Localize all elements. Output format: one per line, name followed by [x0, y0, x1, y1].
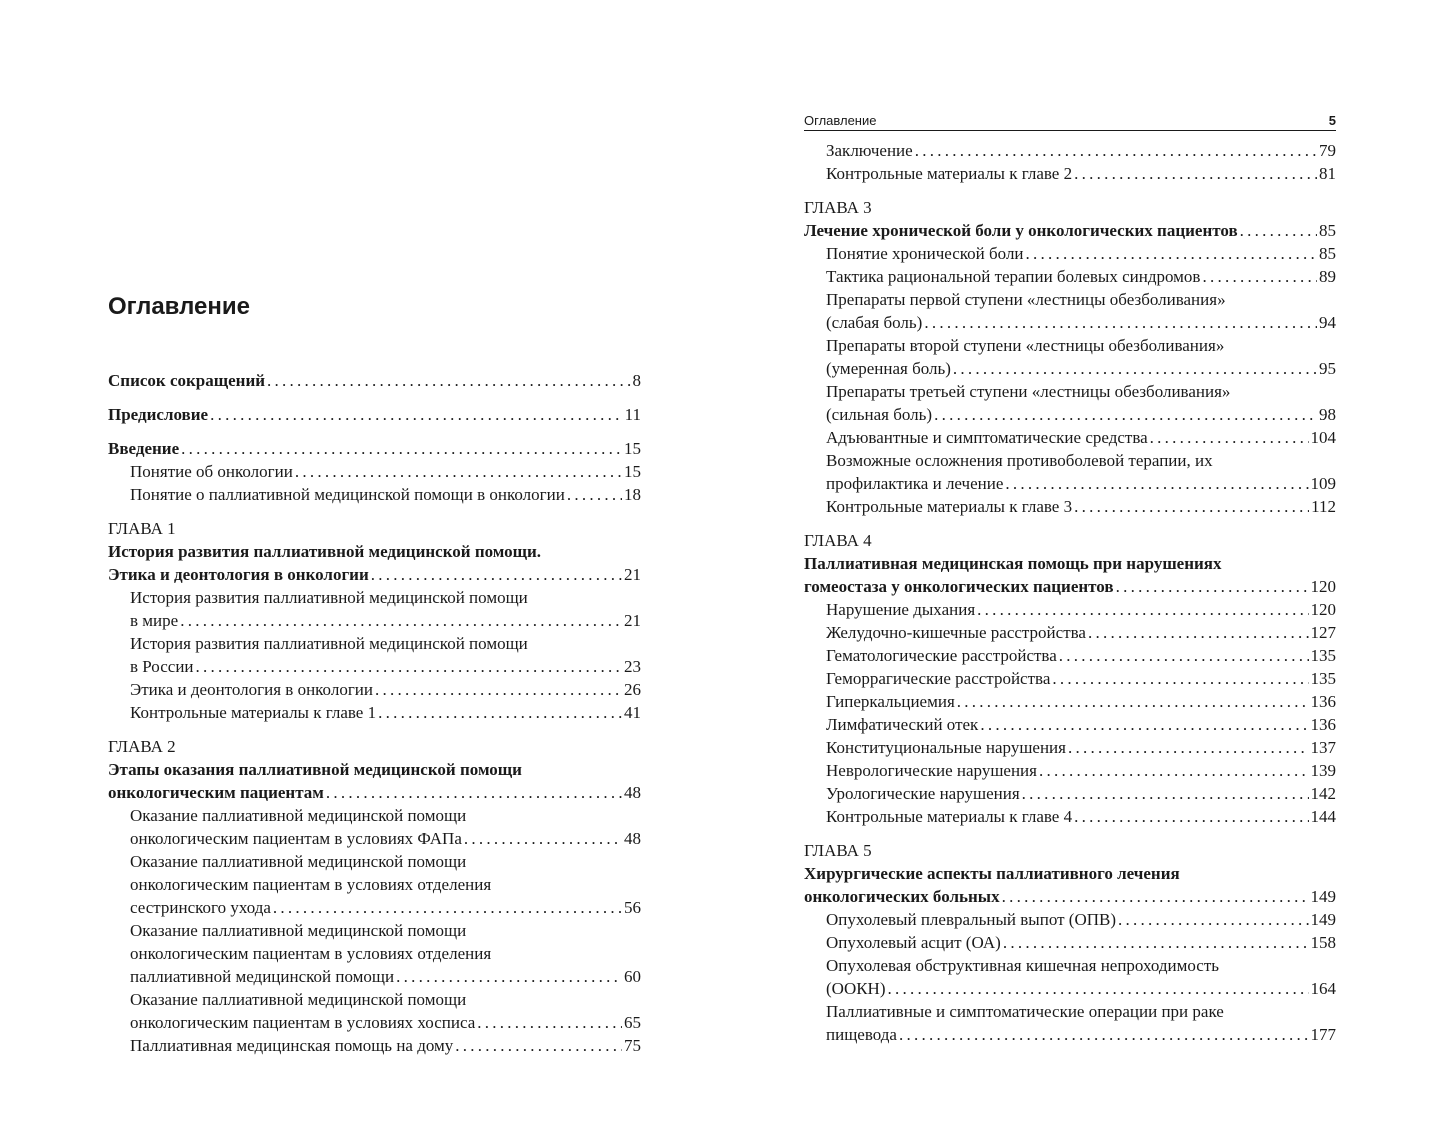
toc-block	[108, 735, 641, 1057]
toc-entry-title: Опухолевый плевральный выпот (ОПВ)	[826, 910, 1116, 929]
toc-entry[interactable]	[804, 449, 1336, 472]
dot-leader	[953, 357, 1317, 380]
toc-entry[interactable]	[804, 219, 1336, 242]
dot-leader	[1002, 885, 1309, 908]
dot-leader	[1240, 219, 1317, 242]
toc-entry-title: Гематологические расстройства	[826, 646, 1057, 665]
toc-entry[interactable]	[804, 908, 1336, 931]
toc-entry[interactable]	[108, 873, 641, 896]
dot-leader	[567, 483, 622, 506]
dot-leader	[980, 713, 1308, 736]
toc-entry-title: Этапы оказания паллиативной медицинской помощи	[108, 760, 522, 779]
toc-entry[interactable]	[804, 403, 1336, 426]
toc-entry[interactable]	[108, 540, 641, 563]
toc-entry-page: 136	[1310, 692, 1336, 711]
toc-entry[interactable]	[804, 288, 1336, 311]
dot-leader	[1118, 908, 1309, 931]
toc-entry-title: паллиативной медицинской помощи	[130, 967, 395, 986]
toc-entry[interactable]	[804, 736, 1336, 759]
toc-entry-page: 120	[1310, 600, 1336, 619]
toc-block	[108, 403, 641, 426]
toc-entry-page: 98	[1319, 405, 1336, 424]
toc-entry[interactable]	[804, 139, 1336, 162]
toc-block	[804, 196, 1336, 518]
dot-leader	[1052, 667, 1308, 690]
toc-entry-page: 85	[1319, 221, 1336, 240]
dot-leader	[181, 437, 622, 460]
toc-entry-page: 149	[1310, 887, 1336, 906]
dot-leader	[210, 403, 623, 426]
toc-entry[interactable]	[108, 919, 641, 942]
toc-entry-title: Хирургические аспекты паллиативного лечения	[804, 864, 1180, 883]
dot-leader	[1116, 575, 1309, 598]
toc-entry-title: Препараты второй ступени «лестницы обезболивания»	[826, 336, 1225, 355]
toc-entry[interactable]	[108, 460, 641, 483]
toc-entry-page: 21	[624, 565, 641, 584]
toc-entry[interactable]	[108, 1034, 641, 1057]
right-toc-list	[804, 139, 1336, 1046]
toc-entry[interactable]	[804, 667, 1336, 690]
toc-entry-title: Понятие об онкологии	[130, 462, 293, 481]
dot-leader	[957, 690, 1309, 713]
toc-entry-page: 56	[624, 898, 641, 917]
toc-entry-title: онкологическим пациентам в условиях ФАПа	[130, 829, 462, 848]
toc-entry[interactable]	[108, 827, 641, 850]
toc-entry[interactable]	[804, 713, 1336, 736]
toc-entry-title: профилактика и лечение	[826, 474, 1004, 493]
toc-entry-title: пищевода	[826, 1025, 897, 1044]
running-header	[804, 112, 1336, 131]
toc-entry-page: 104	[1310, 428, 1336, 447]
toc-entry-page: 136	[1310, 715, 1336, 734]
toc-entry[interactable]	[108, 1011, 641, 1034]
toc-entry-title: Препараты третьей ступени «лестницы обезболивания»	[826, 382, 1231, 401]
toc-entry-title: Неврологические нарушения	[826, 761, 1037, 780]
left-toc-list	[108, 369, 641, 1057]
toc-entry-title: Возможные осложнения противоболевой терапии, их	[826, 451, 1213, 470]
toc-entry-title: онкологических больных	[804, 887, 1000, 906]
toc-entry[interactable]	[804, 311, 1336, 334]
toc-entry[interactable]	[804, 357, 1336, 380]
chapter-label: ГЛАВА 5	[804, 841, 872, 860]
toc-entry-page: 21	[624, 611, 641, 630]
toc-entry-page: 48	[624, 783, 641, 802]
running-header-title: Оглавление	[804, 113, 877, 128]
toc-entry-title: Этика и деонтология в онкологии	[108, 565, 369, 584]
toc-entry-title: Понятие о паллиативной медицинской помощи в онкологии	[130, 485, 565, 504]
toc-entry-title: гомеостаза у онкологических пациентов	[804, 577, 1114, 596]
toc-entry-page: 177	[1310, 1025, 1336, 1044]
toc-entry-title: Паллиативные и симптоматические операции при раке	[826, 1002, 1224, 1021]
dot-leader	[1022, 782, 1309, 805]
toc-entry[interactable]	[108, 781, 641, 804]
toc-block	[804, 139, 1336, 185]
toc-entry[interactable]	[804, 1023, 1336, 1046]
toc-entry-page: 127	[1310, 623, 1336, 642]
toc-entry[interactable]	[108, 758, 641, 781]
toc-entry-page: 135	[1310, 669, 1336, 688]
toc-entry-page: 18	[624, 485, 641, 504]
right-page	[804, 112, 1336, 1057]
toc-entry[interactable]	[804, 334, 1336, 357]
toc-entry[interactable]	[108, 850, 641, 873]
toc-entry-page: 41	[624, 703, 641, 722]
toc-entry-title: Опухолевый асцит (ОА)	[826, 933, 1001, 952]
toc-entry-page: 65	[624, 1013, 641, 1032]
toc-entry-title: Контрольные материалы к главе 3	[826, 497, 1073, 516]
toc-entry-page: 112	[1311, 497, 1336, 516]
toc-entry-title: Конституциональные нарушения	[826, 738, 1066, 757]
toc-entry-page: 137	[1310, 738, 1336, 757]
toc-entry-title: Препараты первой ступени «лестницы обезболивания»	[826, 290, 1226, 309]
toc-heading: Оглавление	[108, 293, 250, 320]
toc-entry[interactable]	[804, 598, 1336, 621]
toc-entry[interactable]	[108, 369, 641, 392]
toc-entry-page: 89	[1319, 267, 1336, 286]
dot-leader	[934, 403, 1317, 426]
toc-entry-title: Предисловие	[108, 405, 209, 424]
toc-entry-title: (сильная боль)	[826, 405, 933, 424]
dot-leader	[899, 1023, 1309, 1046]
dot-leader	[924, 311, 1317, 334]
toc-entry[interactable]	[804, 162, 1336, 185]
toc-entry-page: 149	[1310, 910, 1336, 929]
left-page	[108, 285, 641, 1068]
dot-leader	[196, 655, 622, 678]
toc-entry[interactable]	[804, 759, 1336, 782]
dot-leader	[977, 598, 1308, 621]
toc-entry[interactable]	[108, 965, 641, 988]
toc-entry[interactable]	[108, 655, 641, 678]
toc-entry-page: 135	[1310, 646, 1336, 665]
toc-entry[interactable]	[108, 632, 641, 655]
dot-leader	[1068, 736, 1309, 759]
toc-block	[804, 839, 1336, 1046]
toc-entry[interactable]	[108, 483, 641, 506]
dot-leader	[1074, 805, 1308, 828]
toc-entry-title: Заключение	[826, 141, 913, 160]
chapter-label: ГЛАВА 4	[804, 531, 872, 550]
toc-entry[interactable]	[108, 942, 641, 965]
toc-block	[108, 369, 641, 392]
toc-entry-page: 75	[624, 1036, 641, 1055]
dot-leader	[1150, 426, 1309, 449]
toc-entry[interactable]	[804, 242, 1336, 265]
dot-leader	[1074, 495, 1309, 518]
toc-entry-title: Контрольные материалы к главе 1	[130, 703, 377, 722]
toc-entry-page: 26	[624, 680, 641, 699]
toc-entry-page: 15	[624, 462, 641, 481]
toc-entry[interactable]	[804, 552, 1336, 575]
toc-entry-title: онкологическим пациентам в условиях отделения	[130, 875, 492, 894]
toc-entry-title: Оказание паллиативной медицинской помощи	[130, 990, 467, 1009]
dot-leader	[326, 781, 622, 804]
toc-entry[interactable]	[804, 885, 1336, 908]
toc-entry[interactable]	[804, 1000, 1336, 1023]
toc-entry-page: 164	[1310, 979, 1336, 998]
toc-entry[interactable]	[804, 805, 1336, 828]
toc-entry[interactable]	[804, 575, 1336, 598]
dot-leader	[1039, 759, 1309, 782]
dot-leader	[378, 701, 622, 724]
toc-entry-title: в мире	[130, 611, 179, 630]
toc-block	[804, 529, 1336, 828]
toc-entry-title: Желудочно-кишечные расстройства	[826, 623, 1086, 642]
toc-entry-title: Урологические нарушения	[826, 784, 1020, 803]
toc-entry[interactable]	[804, 931, 1336, 954]
dot-leader	[915, 139, 1317, 162]
dot-leader	[1003, 931, 1309, 954]
toc-entry-page: 79	[1319, 141, 1336, 160]
toc-entry[interactable]	[804, 644, 1336, 667]
toc-entry-page: 8	[632, 371, 641, 390]
toc-entry-page: 158	[1310, 933, 1336, 952]
dot-leader	[180, 609, 622, 632]
toc-entry-title: в России	[130, 657, 194, 676]
toc-entry[interactable]	[804, 495, 1336, 518]
toc-entry-page: 11	[624, 405, 641, 424]
chapter-label: ГЛАВА 2	[108, 737, 176, 756]
toc-entry-title: Оказание паллиативной медицинской помощи	[130, 806, 467, 825]
dot-leader	[1202, 265, 1317, 288]
toc-entry-page: 81	[1319, 164, 1336, 183]
toc-entry-title: (умеренная боль)	[826, 359, 951, 378]
toc-entry[interactable]	[804, 977, 1336, 1000]
toc-entry[interactable]	[804, 954, 1336, 977]
toc-entry-page: 23	[624, 657, 641, 676]
toc-entry-title: Оказание паллиативной медицинской помощи	[130, 852, 467, 871]
toc-entry-page: 139	[1310, 761, 1336, 780]
toc-entry-page: 94	[1319, 313, 1336, 332]
dot-leader	[267, 369, 630, 392]
page-number: 5	[1328, 113, 1336, 128]
toc-entry-title: Контрольные материалы к главе 4	[826, 807, 1073, 826]
dot-leader	[1088, 621, 1309, 644]
toc-block	[108, 437, 641, 506]
chapter-label: ГЛАВА 1	[108, 519, 176, 538]
toc-entry[interactable]	[804, 862, 1336, 885]
dot-leader	[1059, 644, 1309, 667]
toc-entry-title: онкологическим пациентам в условиях хосписа	[130, 1013, 476, 1032]
toc-entry-title: История развития паллиативной медицинской помощи.	[108, 542, 542, 561]
toc-entry-title: онкологическим пациентам в условиях отделения	[130, 944, 492, 963]
dot-leader	[295, 460, 622, 483]
toc-entry[interactable]	[108, 804, 641, 827]
dot-leader	[273, 896, 622, 919]
toc-entry-page: 15	[624, 439, 641, 458]
dot-leader	[888, 977, 1309, 1000]
toc-entry-title: (слабая боль)	[826, 313, 923, 332]
toc-entry-title: Гиперкальциемия	[826, 692, 955, 711]
toc-entry[interactable]	[108, 586, 641, 609]
toc-entry-title: Геморрагические расстройства	[826, 669, 1051, 688]
toc-entry-title: Нарушение дыхания	[826, 600, 976, 619]
toc-entry-title: История развития паллиативной медицинской помощи	[130, 634, 528, 653]
toc-entry-title: Адъювантные и симптоматические средства	[826, 428, 1148, 447]
toc-entry[interactable]	[804, 782, 1336, 805]
toc-entry[interactable]	[804, 472, 1336, 495]
dot-leader	[375, 678, 622, 701]
toc-entry[interactable]	[804, 426, 1336, 449]
toc-entry-title: Оказание паллиативной медицинской помощи	[130, 921, 467, 940]
toc-entry-title: Тактика рациональной терапии болевых синдромов	[826, 267, 1201, 286]
toc-entry-title: Этика и деонтология в онкологии	[130, 680, 373, 699]
toc-entry-title: Опухолевая обструктивная кишечная непроходимость	[826, 956, 1220, 975]
toc-entry[interactable]	[804, 380, 1336, 403]
dot-leader	[455, 1034, 622, 1057]
toc-entry[interactable]	[804, 621, 1336, 644]
toc-entry-page: 120	[1310, 577, 1336, 596]
dot-leader	[1026, 242, 1317, 265]
toc-entry-title: (ООКН)	[826, 979, 886, 998]
toc-entry-page: 142	[1310, 784, 1336, 803]
dot-leader	[1005, 472, 1308, 495]
toc-entry[interactable]	[108, 988, 641, 1011]
toc-entry[interactable]	[804, 690, 1336, 713]
toc-entry[interactable]	[804, 265, 1336, 288]
toc-entry-title: сестринского ухода	[130, 898, 271, 917]
dot-leader	[371, 563, 622, 586]
toc-block	[108, 517, 641, 724]
toc-entry[interactable]	[108, 563, 641, 586]
toc-entry-page: 48	[624, 829, 641, 848]
toc-entry-title: История развития паллиативной медицинской помощи	[130, 588, 528, 607]
toc-entry-title: Лимфатический отек	[826, 715, 979, 734]
toc-entry-page: 85	[1319, 244, 1336, 263]
toc-entry[interactable]	[108, 403, 641, 426]
toc-entry-title: Список сокращений	[108, 371, 266, 390]
toc-entry-page: 95	[1319, 359, 1336, 378]
toc-entry-title: Понятие хронической боли	[826, 244, 1024, 263]
dot-leader	[396, 965, 622, 988]
toc-entry[interactable]	[108, 609, 641, 632]
toc-entry[interactable]	[108, 678, 641, 701]
chapter-label: ГЛАВА 3	[804, 198, 872, 217]
toc-entry-page: 144	[1310, 807, 1336, 826]
dot-leader	[1074, 162, 1317, 185]
dot-leader	[464, 827, 622, 850]
toc-entry-title: Контрольные материалы к главе 2	[826, 164, 1073, 183]
toc-entry-title: Паллиативная медицинская помощь на дому	[130, 1036, 454, 1055]
toc-entry[interactable]	[108, 437, 641, 460]
toc-entry[interactable]	[108, 701, 641, 724]
toc-entry-title: Паллиативная медицинская помощь при нарушениях	[804, 554, 1222, 573]
toc-entry-title: Лечение хронической боли у онкологических пациентов	[804, 221, 1238, 240]
dot-leader	[477, 1011, 622, 1034]
toc-entry-title: онкологическим пациентам	[108, 783, 324, 802]
toc-entry-title: Введение	[108, 439, 180, 458]
toc-entry-page: 109	[1310, 474, 1336, 493]
toc-entry-page: 60	[624, 967, 641, 986]
toc-entry[interactable]	[108, 896, 641, 919]
